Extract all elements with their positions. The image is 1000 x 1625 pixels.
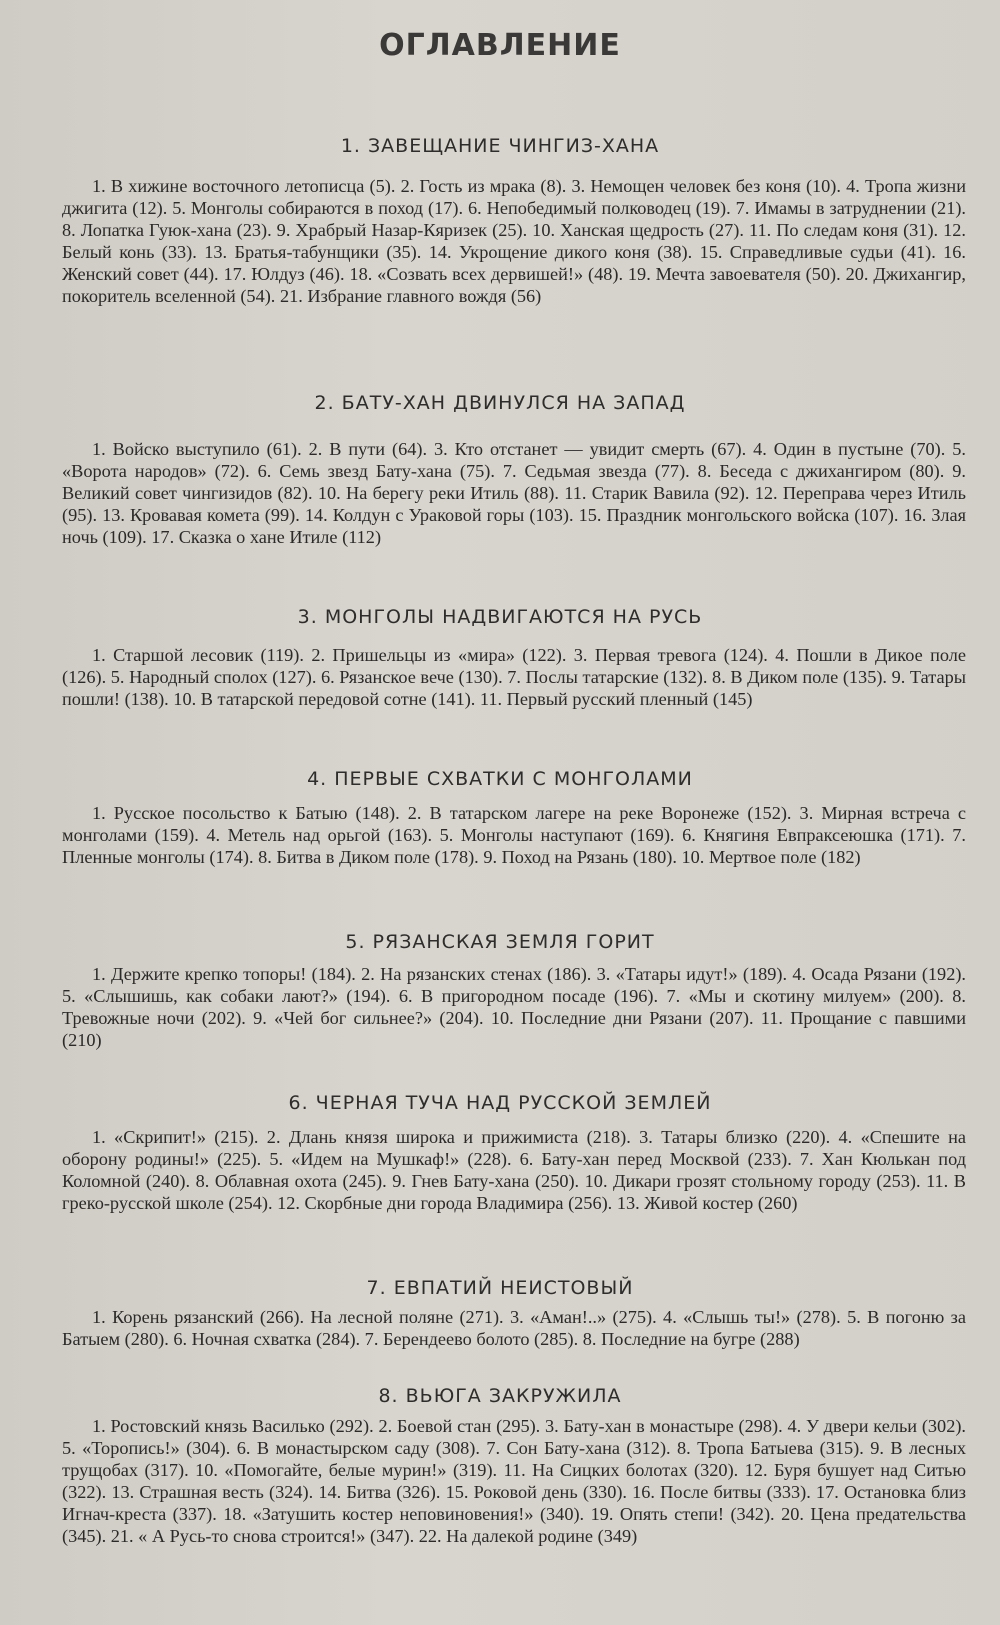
section-body-5: 1. Держите крепко топоры! (184). 2. На рязанских стенах (186). 3. «Татары идут!» (189). 4. Осада Рязани (192). 5. «Слышишь, как собаки лают?» (194). 6. В пригородном посаде (196). 7. «Мы и скотину милуем» (200). 8. Тревожные ночи (202). 9. «Чей бог сильнее?» (204). 10. Последние дни Рязани (207). 11. Прощание с павшими (210): [62, 964, 966, 1050]
section-heading-2: 2. БАТУ-ХАН ДВИНУЛСЯ НА ЗАПАД: [314, 392, 686, 414]
section-heading-4: 4. ПЕРВЫЕ СХВАТКИ С МОНГОЛАМИ: [307, 768, 693, 790]
section-body-2: 1. Войско выступило (61). 2. В пути (64). 3. Кто отстанет — увидит смерть (67). 4. Один в пустыне (70). 5. «Ворота народов» (72). 6. Семь звезд Бату-хана (75). 7. Седьмая звезда (77). 8. Беседа с джихангиром (80). 9. Великий совет чингизидов (82). 10. На берегу реки Итиль (88). 11. Старик Вавила (92). 12. Переправа через Итиль (95). 13. Кровавая комета (99). 14. Колдун с Ураковой горы (103). 15. Праздник монгольского войска (107). 16. Злая ночь (109). 17. Сказка о хане Итиле (112): [62, 439, 966, 547]
section-body-7: 1. Корень рязанский (266). На лесной поляне (271). 3. «Аман!..» (275). 4. «Слышь ты!» (278). 5. В погоню за Батыем (280). 6. Ночная схватка (284). 7. Берендеево болото (285). 8. Последние на бугре (288): [62, 1307, 966, 1349]
section-heading-5: 5. РЯЗАНСКАЯ ЗЕМЛЯ ГОРИТ: [345, 931, 655, 953]
section-heading-3: 3. МОНГОЛЫ НАДВИГАЮТСЯ НА РУСЬ: [297, 606, 703, 628]
section-body-8: 1. Ростовский князь Василько (292). 2. Боевой стан (295). 3. Бату-хан в монастыре (298). 4. У двери кельи (302). 5. «Торопись!» (304). 6. В монастырском саду (308). 7. Сон Бату-хана (312). 8. Тропа Батыева (315). 9. В лесных трущобах (317). 10. «Помогайте, белые мурин!» (319). 11. На Сицких болотах (320). 12. Буря бушует над Ситью (322). 13. Страшная весть (324). 14. Битва (326). 15. Роковой день (330). 16. После битвы (333). 17. Остановка близ Игнач-креста (337). 18. «Затушить костер неповиновения!» (340). 19. Опять степи! (342). 20. Цена предательства (345). 21. « А Русь-то снова строится!» (347). 22. На далекой родине (349): [62, 1416, 966, 1546]
section-body-3: 1. Старшой лесовик (119). 2. Пришельцы из «мира» (122). 3. Первая тревога (124). 4. Пошли в Дикое поле (126). 5. Народный сполох (127). 6. Рязанское вече (130). 7. Послы татарские (132). 8. В Диком поле (135). 9. Татары пошли! (138). 10. В татарской передовой сотне (141). 11. Первый русский пленный (145): [62, 645, 966, 709]
section-heading-6: 6. ЧЕРНАЯ ТУЧА НАД РУССКОЙ ЗЕМЛЕЙ: [288, 1092, 712, 1114]
section-body-1: 1. В хижине восточного летописца (5). 2. Гость из мрака (8). 3. Немощен человек без коня (10). 4. Тропа жизни джигита (12). 5. Монголы собираются в поход (17). 6. Непобедимый полководец (19). 7. Имамы в затруднении (21). 8. Лопатка Гуюк-хана (23). 9. Храбрый Назар-Кяризек (25). 10. Ханская щедрость (27). 11. По следам коня (31). 12. Белый конь (33). 13. Братья-табунщики (35). 14. Укрощение дикого коня (38). 15. Справедливые судьи (41). 16. Женский совет (44). 17. Юлдуз (46). 18. «Созвать всех дервишей!» (48). 19. Мечта завоевателя (50). 20. Джихангир, покоритель вселенной (54). 21. Избрание главного вождя (56): [62, 176, 966, 306]
section-heading-8: 8. ВЬЮГА ЗАКРУЖИЛА: [378, 1385, 622, 1407]
section-body-4: 1. Русское посольство к Батыю (148). 2. В татарском лагере на реке Воронеже (152). 3. Мирная встреча с монголами (159). 4. Метель над орьгой (163). 5. Монголы наступают (169). 6. Княгиня Евпраксеюшка (171). 7. Пленные монголы (174). 8. Битва в Диком поле (178). 9. Поход на Рязань (180). 10. Мертвое поле (182): [62, 803, 966, 867]
page-title: ОГЛАВЛЕНИЕ: [379, 28, 621, 63]
section-heading-1: 1. ЗАВЕЩАНИЕ ЧИНГИЗ-ХАНА: [340, 135, 660, 157]
section-heading-7: 7. ЕВПАТИЙ НЕИСТОВЫЙ: [366, 1277, 634, 1299]
section-body-6: 1. «Скрипит!» (215). 2. Длань князя широка и прижимиста (218). 3. Татары близко (220). 4. «Спешите на оборону родины!» (225). 5. «Идем на Мушкаф!» (228). 6. Бату-хан перед Москвой (233). 7. Хан Кюлькан под Коломной (240). 8. Облавная охота (245). 9. Гнев Бату-хана (250). 10. Дикари грозят стольному городу (253). 11. В греко-русской школе (254). 12. Скорбные дни города Владимира (256). 13. Живой костер (260): [62, 1127, 966, 1213]
